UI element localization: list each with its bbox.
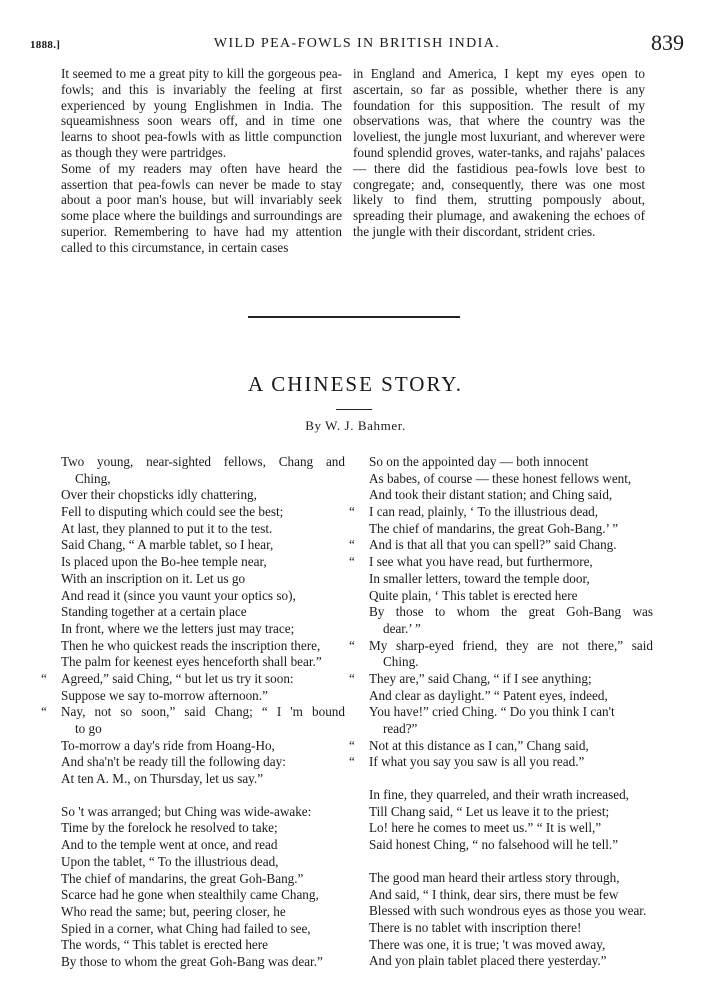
- poem-line-text: Till Chang said, “ Let us leave it to the priest;: [369, 803, 610, 819]
- poem-line-text: To-morrow a day's ride from Hoang-Ho,: [61, 737, 275, 753]
- stanza-break: [353, 854, 653, 870]
- opening-quote-mark: “: [349, 504, 355, 520]
- poem-line-text: There was one, it is true; 't was moved away,: [369, 936, 606, 952]
- poem-line-text: Scarce had he gone when stealthily came Chang,: [61, 887, 319, 903]
- section-divider: [248, 316, 460, 318]
- opening-quote-mark: “: [349, 637, 355, 653]
- poem-line: [45, 937, 345, 954]
- poem-line-text: Time by the forelock he resolved to take;: [61, 820, 278, 836]
- poem-line: [45, 738, 345, 755]
- poem-line: [349, 554, 653, 571]
- poem-line: [353, 937, 653, 954]
- poem-line: [45, 638, 345, 655]
- poem-line-text: And took their distant station; and Ching said,: [369, 487, 613, 503]
- poem-line: [353, 454, 653, 471]
- poem-line: [353, 571, 653, 588]
- poem-line: [349, 504, 653, 521]
- poem-line-text: Not at this distance as I can,” Chang said,: [369, 737, 589, 753]
- opening-quote-mark: “: [349, 554, 355, 570]
- poem-line: [353, 903, 653, 920]
- poem-line: [353, 471, 653, 488]
- poem-line: [353, 704, 653, 721]
- poem-line: [41, 670, 345, 688]
- poem-line-text: The palm for keenest eyes henceforth shall bear.”: [61, 654, 322, 670]
- poem-line-text: In smaller letters, toward the temple door,: [369, 570, 590, 586]
- poem-line-text: Then he who quickest reads the inscription there,: [61, 637, 321, 653]
- poem-line-text: Ching,: [75, 470, 111, 486]
- poem-line-text: Said honest Ching, “ no falsehood will he tell.”: [369, 837, 619, 853]
- poem-line-text: If what you say you saw is all you read.”: [369, 754, 585, 770]
- poem-column-left: [41, 454, 345, 971]
- poem-line: [353, 588, 653, 605]
- poem-line-text: Over their chopsticks idly chattering,: [61, 487, 257, 503]
- poem-line: [353, 804, 653, 821]
- stanza-break: [353, 771, 653, 787]
- poem-line-text: And clear as daylight.” “ Patent eyes, indeed,: [369, 687, 608, 703]
- poem-line: [45, 904, 345, 921]
- poem-line: [349, 670, 653, 688]
- poem-line-text: Suppose we say to-morrow afternoon.”: [61, 687, 268, 703]
- poem-line-text: Standing together at a certain place: [61, 604, 247, 620]
- poem-line: [353, 487, 653, 504]
- poem-line-text: Quite plain, ‘ This tablet is erected here: [369, 587, 578, 603]
- article-paragraph: in England and America, I kept my eyes open to ascertain, so far as possible, whether there is any foundation for this supposition. The result of my observations was, that where the country was the loveliest, the jungle most luxuriant, and wherever were found splendid groves, water-tanks, and rajahs' palaces — there did the fastidious pea-fowls love best to congregate; and, consequently, there was one most likely to find them, strutting pompously about, spreading their plumage, and awakening the echoes of the jungle with their discordant, strident cries.: [353, 66, 645, 239]
- poem-line-text: Lo! here he comes to meet us.” “ It is well,”: [369, 820, 602, 836]
- poem-line: [45, 454, 345, 471]
- poem-line-text: By those to whom the great Goh-Bang was: [369, 604, 653, 620]
- poem-line-text: And to the temple went at once, and read: [61, 837, 278, 853]
- poem-line-text: Nay, not so soon,” said Chang; “ I 'm bound: [61, 704, 345, 720]
- story-title: A CHINESE STORY.: [247, 372, 464, 396]
- issue-year: 1888.]: [30, 39, 61, 51]
- poem-line-text: The chief of mandarins, the great Goh-Bang.”: [61, 870, 304, 886]
- poem-line-text: Blessed with such wondrous eyes as those you wear.: [369, 903, 647, 919]
- poem-line-text: There is no tablet with inscription there!: [369, 919, 582, 935]
- poem-line-text: Fell to disputing which could see the best;: [61, 504, 284, 520]
- poem-line: [353, 820, 653, 837]
- poem-line: [45, 854, 345, 871]
- poem-line-text: And yon plain tablet placed there yesterday.”: [369, 953, 607, 969]
- poem-line: [353, 521, 653, 538]
- poem-line-text: So 't was arranged; but Ching was wide-awake:: [61, 803, 312, 819]
- poem-line-text: Said Chang, “ A marble tablet, so I hear,: [61, 537, 274, 553]
- poem-line: [45, 487, 345, 504]
- poem-line: [45, 771, 345, 788]
- poem-line: [45, 571, 345, 588]
- poem-line: [353, 654, 653, 671]
- poem-line-text: With an inscription on it. Let us go: [61, 570, 246, 586]
- poem-line-text: Is placed upon the Bo-hee temple near,: [61, 554, 267, 570]
- poem-line: [45, 754, 345, 771]
- page-number: 839: [651, 30, 684, 55]
- poem-line: [45, 871, 345, 888]
- poem-line: [45, 654, 345, 671]
- poem-line-text: And said, “ I think, dear sirs, there must be few: [369, 886, 619, 902]
- running-header: [30, 30, 684, 60]
- poem-line: [353, 621, 653, 638]
- poem-line-text: In fine, they quarreled, and their wrath increased,: [369, 787, 629, 803]
- poem-line-text: And read it (since you vaunt your optics so),: [61, 587, 296, 603]
- poem-line-text: Spied in a corner, what Ching had failed to see,: [61, 920, 311, 936]
- poem-line: [45, 954, 345, 971]
- poem-line: [45, 554, 345, 571]
- poem-line: [353, 887, 653, 904]
- opening-quote-mark: “: [349, 670, 355, 686]
- opening-quote-mark: “: [349, 737, 355, 753]
- poem-line-text: Two young, near-sighted fellows, Chang and: [61, 454, 345, 469]
- poem-line-text: They are,” said Chang, “ if I see anything;: [369, 670, 592, 686]
- poem-line-text: Ching.: [383, 654, 419, 670]
- poem-line: [45, 688, 345, 705]
- poem-line: [353, 787, 653, 804]
- poem-line: [353, 721, 653, 738]
- poem-line: [45, 820, 345, 837]
- title-rule: [336, 409, 372, 410]
- opening-quote-mark: “: [41, 704, 47, 720]
- poem-line-text: read?”: [383, 721, 418, 736]
- article-column-right: [353, 66, 645, 240]
- poem-line: [45, 921, 345, 938]
- poem-line: [353, 604, 653, 621]
- poem-line: [45, 837, 345, 854]
- poem-line-text: Upon the tablet, “ To the illustrious dead,: [61, 853, 279, 869]
- poem-line-text: The words, “ This tablet is erected here: [61, 937, 269, 953]
- poem-line-text: So on the appointed day — both innocent: [369, 454, 589, 469]
- poem-column-right: [349, 454, 653, 970]
- poem-line-text: I can read, plainly, ‘ To the illustrious dead,: [369, 504, 599, 520]
- poem-line-text: Agreed,” said Ching, “ but let us try it soon:: [61, 670, 294, 686]
- poem-line: [349, 637, 653, 655]
- poem-line: [45, 588, 345, 605]
- article-paragraph: Some of my readers may often have heard the assertion that pea-fowls can never be made to stay about a poor man's house, but will invariably seek some place where the buildings and surroundings are superior. Remembering to have had my attention called to this circumstance, in certain cases: [61, 160, 342, 255]
- poem-line: [45, 504, 345, 521]
- poem-line-text: At last, they planned to put it to the test.: [61, 520, 273, 536]
- poem-line: [45, 521, 345, 538]
- poem-line-text: As babes, of course — these honest fellows went,: [369, 470, 632, 486]
- poem-line-text: My sharp-eyed friend, they are not there,” said: [369, 637, 653, 653]
- opening-quote-mark: “: [41, 670, 47, 686]
- poem-line: [349, 737, 653, 755]
- poem-line: [45, 804, 345, 821]
- poem-line: [45, 887, 345, 904]
- poem-line: [353, 870, 653, 887]
- poem-line: [353, 920, 653, 937]
- stanza-break: [45, 788, 345, 804]
- poem-line-text: And sha'n't be ready till the following day:: [61, 754, 286, 770]
- poem-line: [41, 704, 345, 721]
- poem-line: [349, 537, 653, 554]
- poem-line-text: At ten A. M., on Thursday, let us say.”: [61, 771, 264, 787]
- poem-line-text: The chief of mandarins, the great Goh-Bang.’ ”: [369, 520, 619, 536]
- poem-line: [349, 754, 653, 771]
- poem-line-text: The good man heard their artless story through,: [369, 869, 620, 885]
- poem-line-text: I see what you have read, but furthermore,: [369, 554, 593, 570]
- opening-quote-mark: “: [349, 754, 355, 770]
- poem-line: [45, 721, 345, 738]
- poem-line: [45, 471, 345, 488]
- poem-line: [45, 537, 345, 554]
- poem-line-text: By those to whom the great Goh-Bang was dear.”: [61, 953, 323, 969]
- poem-line: [353, 953, 653, 970]
- poem-line-text: Who read the same; but, peering closer, he: [61, 903, 286, 919]
- story-byline: By W. J. Bahmer.: [305, 418, 406, 433]
- poem-line: [353, 688, 653, 705]
- poem-line: [45, 604, 345, 621]
- poem-line: [353, 837, 653, 854]
- opening-quote-mark: “: [349, 537, 355, 553]
- poem-line-text: And is that all that you can spell?” said Chang.: [369, 537, 617, 553]
- poem-line-text: dear.’ ”: [383, 620, 421, 636]
- article-column-left: [61, 66, 342, 256]
- poem-line-text: to go: [75, 721, 102, 736]
- running-title: WILD PEA-FOWLS IN BRITISH INDIA.: [213, 36, 501, 51]
- poem-line-text: You have!” cried Ching. “ Do you think I can't: [369, 704, 615, 720]
- article-paragraph: It seemed to me a great pity to kill the gorgeous pea-fowls; and this is invariably the feeling at first experienced by young Englishmen in India. The squeamishness soon wears off, and in time one learns to shoot pea-fowls with as little compunction as though they were partridges.: [61, 66, 342, 160]
- poem-line-text: In front, where we the letters just may trace;: [61, 620, 295, 636]
- poem-line: [45, 621, 345, 638]
